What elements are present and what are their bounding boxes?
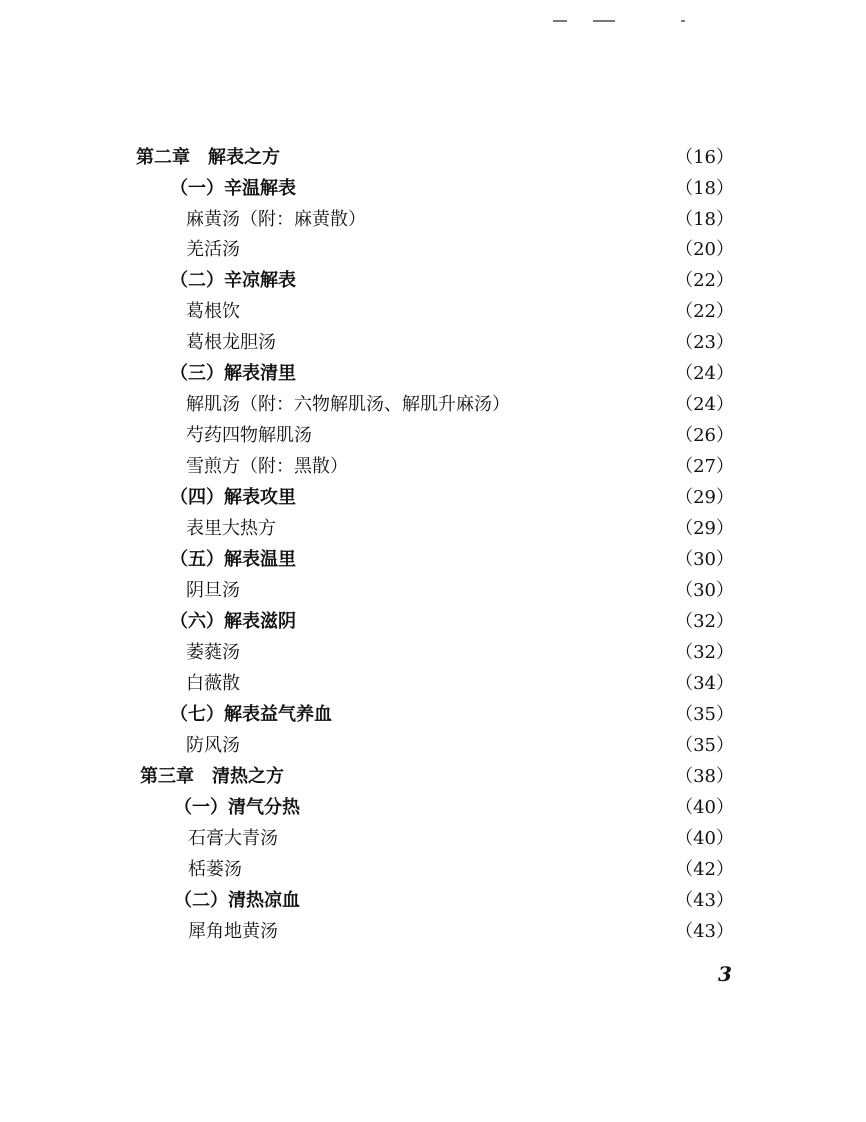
toc-entry	[170, 266, 734, 296]
toc-entry	[186, 297, 734, 327]
toc-entry-title: 防风汤	[186, 735, 240, 756]
toc-entry	[174, 793, 734, 823]
toc-entry	[136, 143, 734, 173]
toc-entry-page: （40）	[675, 828, 734, 849]
toc-entry-title: （五）解表温里	[170, 549, 296, 570]
dot-leader	[302, 793, 673, 823]
toc-entry	[188, 855, 734, 885]
toc-entry-title: 犀角地黄汤	[188, 921, 278, 942]
toc-entry	[140, 762, 734, 792]
dot-leader	[244, 855, 673, 885]
dot-leader	[298, 359, 673, 389]
toc-entry-page: （35）	[675, 704, 734, 725]
toc-entry	[188, 917, 734, 947]
toc-entry-title: 葛根龙胆汤	[186, 332, 276, 353]
toc-entry-title: 雪煎方（附：黑散）	[186, 456, 348, 477]
dot-leader	[282, 143, 673, 173]
dot-leader	[278, 514, 673, 544]
toc-entry-title: 栝蒌汤	[188, 859, 242, 880]
toc-entry-page: （30）	[675, 549, 734, 570]
toc-entry-page: （42）	[675, 859, 734, 880]
toc-entry-title: 芍药四物解肌汤	[186, 425, 312, 446]
toc-entry-title: 麻黄汤（附：麻黄散）	[186, 209, 366, 230]
toc-entry-title: 第三章 清热之方	[140, 766, 284, 787]
toc-entry-page: （43）	[675, 921, 734, 942]
toc-entry	[186, 421, 734, 451]
toc-entry-title: （四）解表攻里	[170, 487, 296, 508]
toc-entry	[186, 576, 734, 606]
toc-entry-page: （43）	[675, 890, 734, 911]
dot-leader	[298, 266, 673, 296]
toc-entry	[170, 483, 734, 513]
toc-entry	[186, 731, 734, 761]
dot-leader	[350, 452, 673, 482]
dot-leader	[302, 886, 673, 916]
toc-entry-page: （20）	[675, 239, 734, 260]
toc-entry-title: 石膏大青汤	[188, 828, 278, 849]
dot-leader	[242, 669, 673, 699]
toc-entry-page: （16）	[675, 147, 734, 168]
toc-entry-title: 第二章 解表之方	[136, 147, 280, 168]
toc-entry	[186, 638, 734, 668]
toc-entry-title: 阴旦汤	[186, 580, 240, 601]
toc-entry	[188, 824, 734, 854]
toc-entry-title: 表里大热方	[186, 518, 276, 539]
dot-leader	[298, 607, 673, 637]
toc-entry-title: （七）解表益气养血	[170, 704, 332, 725]
toc-entry-page: （23）	[675, 332, 734, 353]
toc-entry-title: 白薇散	[186, 673, 240, 694]
toc-entry	[186, 452, 734, 482]
toc-entry-page: （18）	[675, 209, 734, 230]
toc-entry-title: 葛根饮	[186, 301, 240, 322]
toc-entry-page: （24）	[675, 363, 734, 384]
dot-leader	[280, 917, 673, 947]
toc-entry-page: （26）	[675, 425, 734, 446]
toc-entry-page: （27）	[675, 456, 734, 477]
toc-entry-title: 萎蕤汤	[186, 642, 240, 663]
toc-entry-title: （二）辛凉解表	[170, 270, 296, 291]
toc-entry-title: 解肌汤（附：六物解肌汤、解肌升麻汤）	[186, 394, 510, 415]
toc-entry	[186, 328, 734, 358]
dot-leader	[280, 824, 673, 854]
toc-entry-page: （24）	[675, 394, 734, 415]
toc-entry	[170, 700, 734, 730]
toc-entry-page: （29）	[675, 487, 734, 508]
toc-entry-title: （六）解表滋阴	[170, 611, 296, 632]
dot-leader	[242, 297, 673, 327]
toc-entry-page: （32）	[675, 642, 734, 663]
toc-entry-page: （22）	[675, 301, 734, 322]
toc-entry-page: （40）	[675, 797, 734, 818]
toc-entry	[170, 359, 734, 389]
toc-entry-page: （34）	[675, 673, 734, 694]
toc-entry-title: （三）解表清里	[170, 363, 296, 384]
dot-leader	[242, 235, 673, 265]
dot-leader	[286, 762, 673, 792]
toc-entry-page: （29）	[675, 518, 734, 539]
toc-entry	[170, 174, 734, 204]
toc-entry-page: （18）	[675, 178, 734, 199]
toc-entry	[186, 669, 734, 699]
toc-entry	[170, 607, 734, 637]
dot-leader	[242, 576, 673, 606]
dot-leader	[512, 390, 673, 420]
toc-entry-title: （一）辛温解表	[170, 178, 296, 199]
dot-leader	[314, 421, 673, 451]
toc-entry-page: （38）	[675, 766, 734, 787]
toc-entry-page: （30）	[675, 580, 734, 601]
toc-entry-page: （35）	[675, 735, 734, 756]
toc-entry-title: （一）清气分热	[174, 797, 300, 818]
toc-entry	[186, 390, 734, 420]
toc-entry-title: （二）清热凉血	[174, 890, 300, 911]
toc-entry-title: 羌活汤	[186, 239, 240, 260]
dot-leader	[334, 700, 673, 730]
dot-leader	[242, 638, 673, 668]
dot-leader	[298, 545, 673, 575]
toc-entry-page: （22）	[675, 270, 734, 291]
dot-leader	[298, 483, 673, 513]
dot-leader	[242, 731, 673, 761]
dot-leader	[298, 174, 673, 204]
toc-entry	[186, 235, 734, 265]
page-number: 3	[718, 962, 732, 986]
dot-leader	[368, 205, 673, 235]
dot-leader	[278, 328, 673, 358]
toc-entry	[186, 514, 734, 544]
toc-entry-page: （32）	[675, 611, 734, 632]
toc-entry	[170, 545, 734, 575]
toc-entry	[174, 886, 734, 916]
toc-entry	[186, 205, 734, 235]
